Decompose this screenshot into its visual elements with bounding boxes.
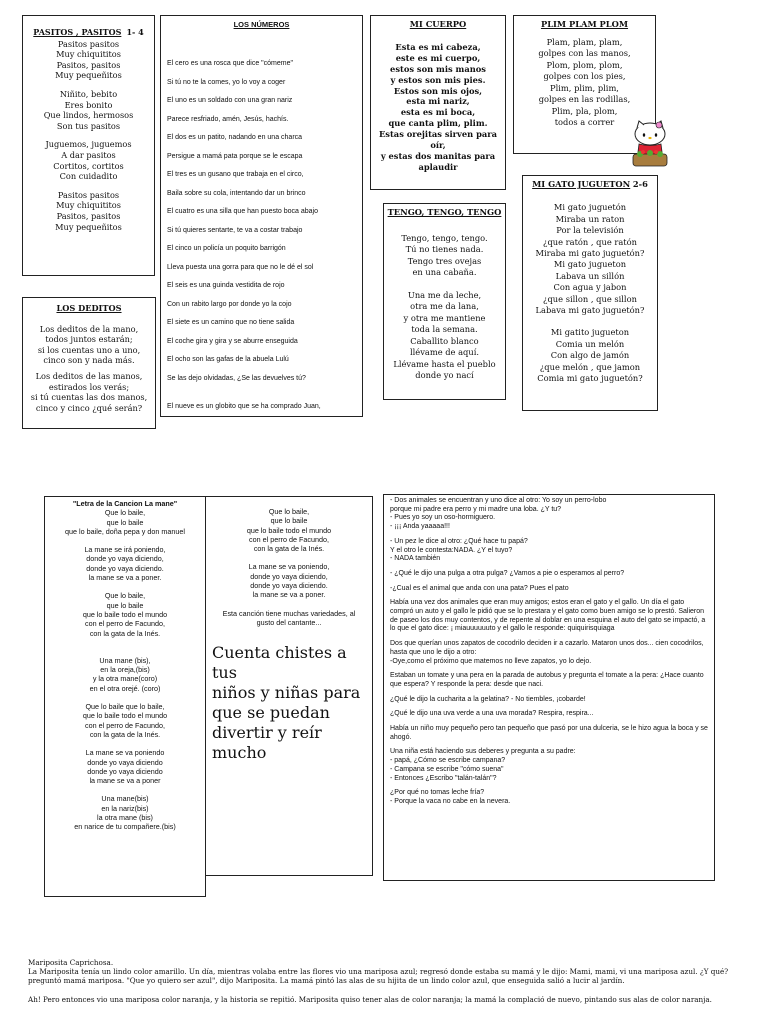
- song-line: que lo baile: [270, 516, 308, 526]
- song-line: la mane se va a poner.: [252, 590, 326, 600]
- tengo-poem-box: [383, 203, 506, 400]
- joke-line: -¿Cual es el animal que anda con una pata? Pues el pato: [390, 584, 569, 592]
- verse-line: Muy chiquititos: [56, 200, 121, 211]
- song-line: Que lo baile que lo baile,: [85, 702, 165, 712]
- verse-line: Niñito, bebito: [59, 88, 118, 99]
- cuerpo-poem-box: [370, 15, 506, 190]
- verse-line: El cinco un policía un poquito barrigón: [167, 245, 286, 252]
- gato-title: MI GATO JUGUETON: [532, 179, 631, 189]
- pasitos-title-row: [27, 27, 150, 39]
- verse-line: Estos son mis ojos,: [393, 85, 483, 96]
- headline-line: niños y niñas para: [212, 683, 361, 703]
- verse-line: aplaudir: [418, 161, 458, 172]
- song-line: donde yo vaya diciendo.: [86, 563, 164, 573]
- joke-line: - ¿Qué le dijo una pulga a otra pulga? ¿Vamos a pie o esperamos al perro?: [390, 569, 625, 577]
- song-line: La mane se irá poniendo,: [84, 545, 166, 555]
- verse-line: Plam, plam, plam,: [546, 36, 623, 47]
- song-line: que lo baile: [106, 600, 144, 610]
- verse-line: Baila sobre su cola, intentando dar un brinco: [167, 189, 306, 197]
- joke-line: - NADA también: [390, 555, 441, 563]
- verse-line: estos son mis manos: [390, 63, 486, 74]
- song-line: [210, 553, 368, 562]
- verse-line: si los cuentas uno a uno,: [37, 344, 141, 355]
- song-line: en narice de tu compañere.(bis): [74, 822, 176, 832]
- verse-line: donde yo nací: [415, 370, 474, 380]
- song-line: [47, 638, 203, 647]
- song-line: [47, 693, 203, 702]
- verse-line: Caballito blanco: [410, 335, 479, 346]
- verse-line: que canta plim, plim.: [388, 118, 488, 129]
- song-line: [210, 600, 368, 609]
- verse-line: Con un rabito largo por donde yo la cojo: [167, 300, 292, 308]
- verse-line: Cortitos, cortitos: [53, 160, 124, 171]
- mariposita-story: [28, 958, 746, 1014]
- pasitos-title: PASITOS , PASITOS: [33, 27, 122, 37]
- verse-line: Con agua y jabon: [553, 282, 627, 293]
- song-line: donde yo vaya diciendo,: [86, 554, 164, 564]
- verse-line: Plim, pla, plom,: [551, 105, 618, 116]
- joke-line: - Campana se escribe "cómo suena": [390, 765, 504, 773]
- verse-line: Los deditos de las manos,: [35, 370, 143, 381]
- story-paragraph: La Mariposita tenía un lindo color amarillo. Un día, mientras volaba entre las flores vio una mariposa azul; regresó donde estaba su mamá y le dijo: Mami, mami, vi una mariposa azul. ¿Y qué? preguntó mamá mariposa. "Que yo quiero ser azul", dijo Mariposita. La mamá pintó las alas de su hijita de un lindo color azul, que enseguida salió a lucir al jardín.: [28, 967, 729, 985]
- verse-line: Muy pequeñitos: [55, 70, 122, 81]
- pasitos-poem-box: [22, 15, 155, 276]
- verse-line: Con cuidadito: [59, 171, 118, 182]
- deditos-poem-box: [22, 297, 156, 429]
- verse-line: El ocho son las gafas de la abuela Lulú: [167, 356, 289, 363]
- joke-line: Una niña está haciendo sus deberes y pregunta a su padre:: [390, 748, 576, 756]
- verse-line: esta mi nariz,: [406, 96, 470, 107]
- tengo-title: TENGO, TENGO, TENGO: [387, 207, 502, 217]
- verse-line: Lleva puesta una gorra para que no le dé el sol: [167, 263, 314, 271]
- verse-line: Pasitos, pasitos: [56, 59, 121, 70]
- song-line: la mane se va a poner: [89, 776, 161, 786]
- verse-line: si tú cuentas las dos manos,: [30, 392, 148, 403]
- song-line: con la gata de la Inés.: [89, 729, 161, 739]
- verse-line: y estas dos manitas para: [380, 150, 496, 161]
- joke-line: ¿Por qué no tomas leche fría?: [390, 789, 485, 797]
- joke-line: - Entonces ¿Escribo "talán-talán"?: [390, 774, 497, 782]
- numeros-poem-box: [160, 15, 363, 417]
- joke-line: ¿Qué le dijo la cucharita a la gelatina? - No tiembles, ¡cobarde!: [390, 695, 586, 703]
- verse-line: Pasitos, pasitos: [56, 210, 121, 221]
- verse-line: El cero es una rosca que dice "cómeme": [167, 60, 293, 67]
- verse-line: estirados los verás;: [48, 381, 130, 392]
- joke-line: - Un pez le dice al otro: ¿Qué hace tu papá?: [390, 537, 528, 545]
- verse-line: toda la semana.: [411, 324, 478, 334]
- joke-line: - ¡¡¡ Anda yaaaaa!!!: [390, 523, 450, 531]
- verse-line: Con algo de jamón: [550, 350, 630, 361]
- song-line: donde yo vaya diciendo: [87, 757, 163, 767]
- verse-line: [167, 388, 356, 398]
- song-line: que lo baile, doña pepa y don manuel: [65, 526, 185, 536]
- verse-line: Plom, plom, plom,: [546, 59, 623, 70]
- verse-line: Eres bonito: [64, 99, 113, 110]
- verse-line: El uno es un soldado con una gran nariz: [167, 97, 293, 104]
- headline-line: que se puedan: [212, 703, 330, 723]
- verse-line: Parece resfriado, amén, Jesús, hachís.: [167, 115, 289, 123]
- verse-line: Miraba mi gato juguetón?: [535, 248, 645, 259]
- verse-line: Llévame hasta el pueblo: [393, 358, 496, 369]
- joke-line: Dos que querían unos zapatos de cocodrilo deciden ir a cazarlo. Mataron unos dos... cien cocodrilos, hasta que uno le dijo a otro:: [390, 640, 704, 656]
- song-line: donde yo vaya diciendo,: [250, 571, 328, 581]
- verse-line: y otra me mantiene: [403, 312, 486, 323]
- verse-line: llévame de aquí.: [409, 347, 480, 357]
- verse-line: Una me da leche,: [407, 289, 482, 300]
- verse-line: Por la televisión: [556, 225, 624, 236]
- verse-line: Esta es mi cabeza,: [395, 41, 481, 52]
- verse-line: Mi gato jugueton: [553, 259, 627, 270]
- verse-line: ¿que melón , que jamon: [539, 361, 641, 372]
- song-line: donde yo vaya diciendo.: [250, 581, 328, 591]
- joke-line: - Dos animales se encuentran y uno dice al otro: Yo soy un perro-lobo: [390, 497, 607, 504]
- chistes-headline: [210, 643, 368, 763]
- song-line: Que lo baile,: [104, 591, 146, 601]
- song-line: [47, 647, 203, 656]
- verse-line: Tengo, tengo, tengo.: [401, 232, 488, 243]
- song-line: Que lo baile,: [268, 507, 310, 516]
- verse-line: en una cabaña.: [412, 267, 477, 277]
- verse-line: El siete es un camino que no tiene salida: [167, 319, 295, 326]
- song-line: en el otra orejé. (coro): [89, 683, 161, 693]
- hello-kitty-illustration: [630, 118, 670, 172]
- joke-line: - Pues yo soy un oso-hormiguero.: [390, 514, 496, 522]
- song-line: la otra mane (bis): [97, 813, 153, 823]
- verse-line: Comia un melón: [555, 338, 625, 349]
- verse-line: esta es mi boca,: [400, 107, 476, 118]
- song-line: con el perro de Facundo,: [249, 534, 329, 544]
- song-line: con la gata de la Inés.: [89, 628, 161, 638]
- gato-number: 2-6: [632, 179, 648, 189]
- song-line: en la nariz(bis): [101, 803, 149, 813]
- verse-line: Mi gato juguetón: [553, 202, 627, 213]
- mariposita-title: Mariposita Caprichosa.: [28, 958, 114, 967]
- verse-line: Juguemos, juguemos: [45, 139, 132, 150]
- song-line: donde yo vaya diciendo: [87, 766, 163, 776]
- verse-line: El coche gira y gira y se aburre enseguida: [167, 337, 298, 345]
- verse-line: Que lindos, hermosos: [43, 110, 134, 121]
- joke-line: Y el otro le contesta:NADA. ¿Y el tuyo?: [390, 546, 513, 554]
- song-line: la mane se va a poner.: [88, 573, 162, 583]
- verse-line: ¿que sillon , que sillon: [543, 293, 637, 304]
- verse-line: Se las dejo olvidadas, ¿Se las devuelves tú?: [167, 374, 306, 382]
- verse-line: Tengo tres ovejas: [407, 255, 482, 266]
- mane-song-box-2: [205, 496, 373, 876]
- verse-line: Los deditos de la mano,: [39, 323, 139, 334]
- song-line: que lo baile todo el mundo: [246, 525, 332, 535]
- verse-line: golpes en las rodillas,: [538, 94, 631, 104]
- verse-line: Persigue a mamá pata porque se le escapa: [167, 152, 303, 160]
- verse-line: A dar pasitos: [61, 149, 116, 160]
- gato-title-row: [525, 179, 655, 190]
- song-line: que lo baile todo el mundo: [82, 711, 168, 721]
- verse-line: golpes con los pies,: [543, 71, 626, 81]
- verse-line: Muy pequeñitos: [55, 221, 122, 232]
- pasitos-number: 1- 4: [126, 27, 144, 37]
- verse-line: este es mi cuerpo,: [395, 52, 481, 63]
- song-line: [47, 739, 203, 748]
- joke-line: Había un niño muy pequeño pero tan pequeño que pasó por una dulceria, se le hizo agua la boca y se ahogó.: [390, 725, 708, 741]
- song-line: La mane se va poniendo,: [248, 562, 330, 572]
- numeros-title: LOS NÚMEROS: [233, 20, 290, 29]
- chistes-box: [383, 494, 715, 881]
- joke-line: porque mi padre era perro y mi madre una loba. ¿Y tu?: [390, 505, 562, 513]
- song-line: con el perro de Facundo,: [85, 619, 165, 629]
- verse-line: golpes con las manos,: [538, 48, 631, 58]
- joke-line: - Porque la vaca no cabe en la nevera.: [390, 797, 511, 805]
- mane-song-box: [44, 496, 206, 897]
- song-line: [47, 582, 203, 591]
- song-line: que lo baile todo el mundo: [82, 609, 168, 619]
- verse-line: Estas orejitas sirven para: [378, 129, 497, 140]
- verse-line: El dos es un patito, nadando en una charca: [167, 134, 303, 141]
- verse-line: Plim, plim, plim,: [550, 82, 619, 93]
- verse-line: Miraba un raton: [555, 213, 625, 224]
- verse-line: Si tú quieres sentarte, te va a costar trabajo: [167, 226, 303, 234]
- verse-line: ¿que ratón , que ratón: [543, 236, 637, 247]
- mane-title: "Letra de la Cancion La mane": [72, 499, 178, 508]
- verse-line: Comia mi gato juguetón?: [537, 373, 643, 384]
- verse-line: Labava mi gato juguetón?: [535, 305, 645, 316]
- verse-line: El seis es una guinda vestidita de rojo: [167, 282, 285, 289]
- verse-line: y estos son mis pies.: [390, 74, 486, 85]
- song-line: gusto del cantante...: [256, 617, 322, 627]
- joke-line: - papá, ¿Cómo se escribe campana?: [390, 757, 506, 765]
- verse-line: Si tú no te la comes, yo lo voy a coger: [167, 78, 286, 86]
- joke-line: Estaban un tomate y una pera en la parada de autobus y pregunta el tomate a la pera: ¿Hace cuanto que espera? Y responde la pera: desde que naci.: [390, 672, 704, 688]
- song-line: [47, 785, 203, 794]
- verse-line: El nueve es un globito que se ha comprado Juan,: [167, 403, 321, 410]
- verse-line: Pasitos pasitos: [57, 38, 120, 49]
- song-line: con el perro de Facundo,: [85, 720, 165, 730]
- verse-line: oír,: [430, 140, 446, 151]
- verse-line: todos a correr: [554, 117, 615, 127]
- joke-line: -Oye,como el próximo que matemos no lleve zapatos, yo lo dejo.: [390, 657, 592, 665]
- song-line: y la otra mane(coro): [92, 674, 158, 684]
- verse-line: El cuatro es una silla que han puesto boca abajo: [167, 208, 318, 215]
- gato-poem-box: [522, 175, 658, 411]
- verse-line: Muy chiquititos: [56, 49, 121, 60]
- joke-line: Había una vez dos animales que eran muy amigos; estos eran el gato y el gallo. Un día el gato compró un auto y el gallo le pidió que se lo prestara y el gato como buen amigo se lo prestó. Salieron de paseo los dos muy contentos, y de repente al doblar en una esquina el auto del gato se impactó, a lo que el gato dice: ¡ miauuuuuuto y el gallo le responde: quiquirisquiaga: [390, 599, 706, 633]
- verse-line: todos juntos estarán;: [45, 334, 133, 345]
- numeros-lines: [167, 55, 356, 417]
- verse-line: cinco y cinco ¿qué serán?: [35, 402, 143, 413]
- song-line: Esta canción tiene muchas variedades, al: [222, 608, 356, 618]
- song-line: que lo baile: [106, 517, 144, 527]
- verse-line: Labava un sillón: [555, 270, 625, 281]
- plim-title: PLIM PLAM PLOM: [540, 19, 629, 29]
- verse-line: Tú no tienes nada.: [405, 244, 484, 254]
- song-line: Una mane (bis),: [99, 655, 151, 665]
- song-line: con la gata de la Inés.: [253, 544, 325, 554]
- song-line: Que lo baile,: [104, 508, 146, 518]
- verse-line: El tres es un gusano que trabaja en el circo,: [167, 171, 304, 178]
- song-line: La mane se va poniendo: [85, 748, 165, 758]
- headline-line: Cuenta chistes a tus: [212, 643, 347, 683]
- verse-line: Son tus pasitos: [56, 120, 121, 131]
- song-line: Una mane(bis): [101, 794, 149, 804]
- verse-line: Mi gatito jugueton: [550, 327, 630, 338]
- story-paragraph: Ah! Pero entonces vio una mariposa color naranja, y la historia se repitió. Mariposita quiso tener alas de color naranja; la mamá la complació de nuevo, pintando sus alas de color naranja.: [28, 995, 712, 1004]
- song-line: en la oreja,(bis): [100, 665, 150, 675]
- verse-line: Pasitos pasitos: [57, 189, 120, 200]
- verse-line: otra me da lana,: [410, 301, 479, 311]
- song-line: [47, 536, 203, 545]
- joke-line: ¿Qué le dijo una uva verde a una uva morada? Respira, respira...: [390, 710, 594, 718]
- verse-line: cinco son y nada más.: [43, 355, 135, 366]
- cuerpo-title: MI CUERPO: [409, 19, 467, 29]
- headline-line: divertir y reír mucho: [212, 723, 322, 763]
- deditos-title: LOS DEDITOS: [56, 303, 122, 313]
